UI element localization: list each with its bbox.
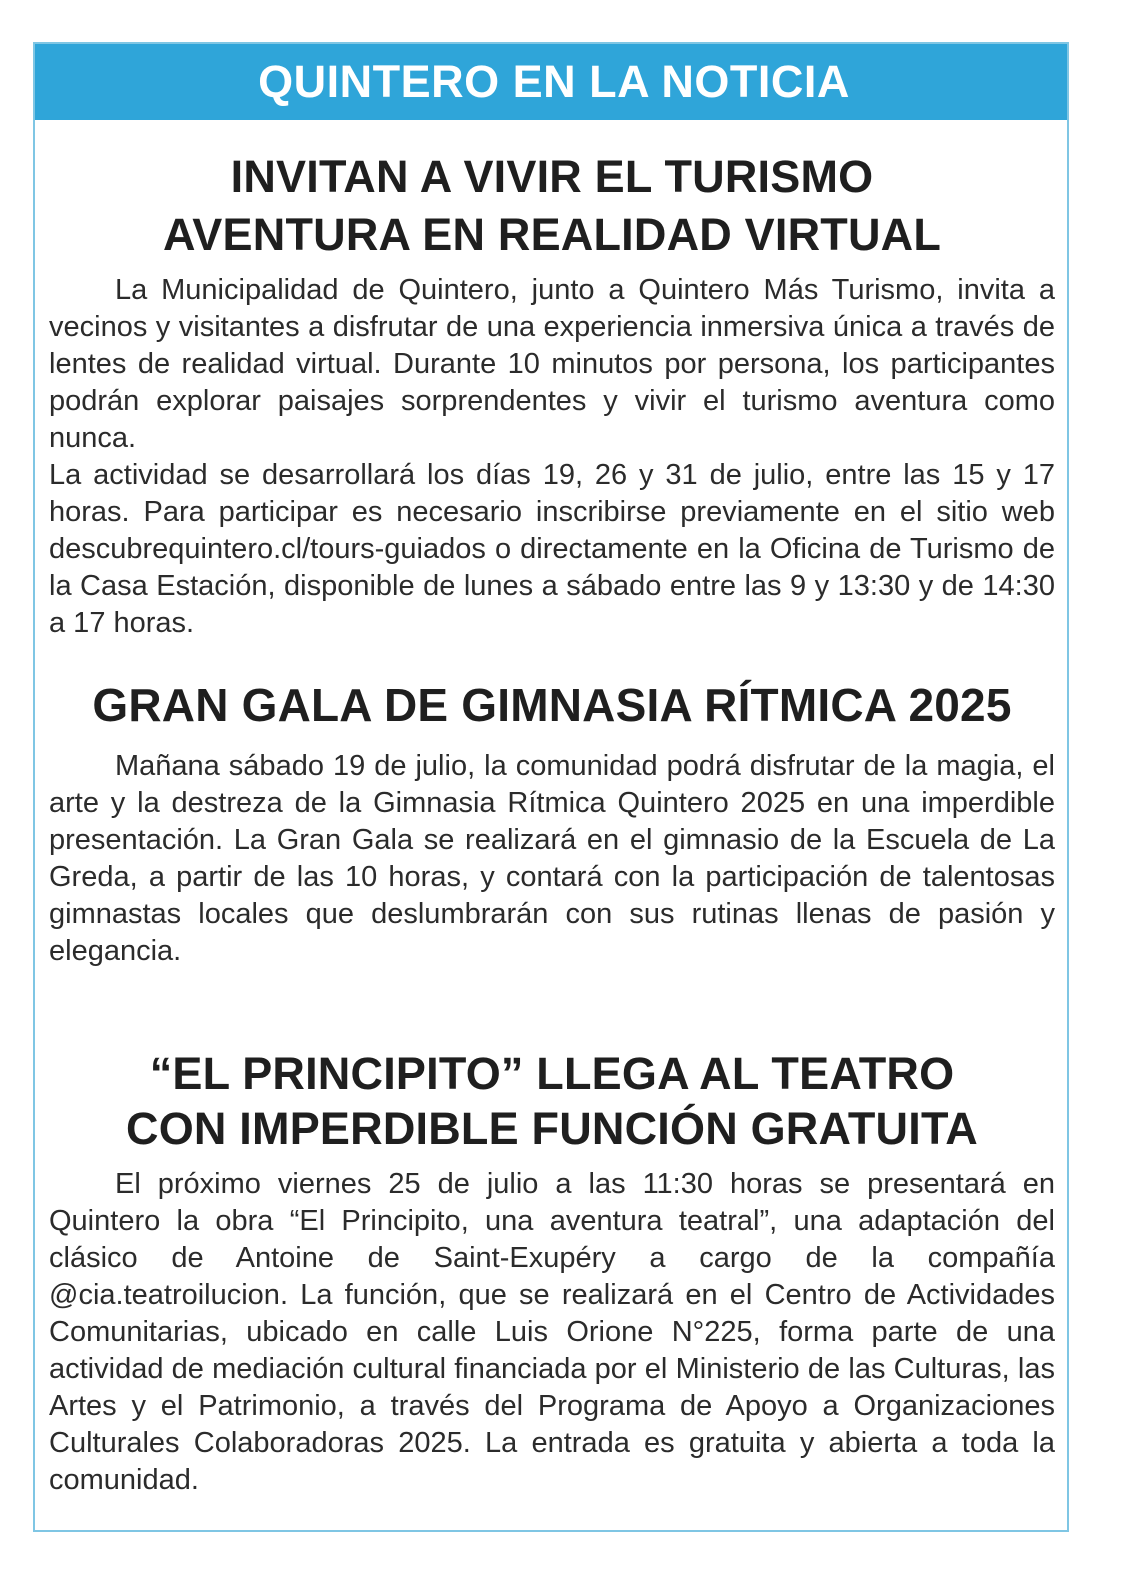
article-paragraph: Mañana sábado 19 de julio, la comunidad podrá disfrutar de la magia, el arte y la destreza de la Gimnasia Rítmica Quintero 2025 en una imperdible presentación. La Gran Gala se realizará en el gimnasio de la Escuela de La Greda, a partir de las 10 horas, y contará con la participación de talentosas gimnastas locales que deslumbrarán con sus rutinas llenas de pasión y elegancia. <box>49 750 1055 967</box>
section-banner <box>35 44 1067 120</box>
article-headline <box>49 148 1055 264</box>
headline-line-1: INVITAN A VIVIR EL TURISMO <box>230 151 874 202</box>
article-el-principito-theatre <box>49 1046 1055 1499</box>
headline-line-2: AVENTURA EN REALIDAD VIRTUAL <box>162 209 942 260</box>
article-paragraph: El próximo viernes 25 de julio a las 11:30 horas se presentará en Quintero la obra “El Principito, una aventura teatral”, una adaptación del clásico de Antoine de Saint-Exupéry a cargo de la compañía @cia.teatroilucion. La función, que se realizará en el Centro de Actividades Comunitarias, ubicado en calle Luis Orione N°225, forma parte de una actividad de mediación cultural financiada por el Ministerio de las Culturas, las Artes y el Patrimonio, a través del Programa de Apoyo a Organizaciones Culturales Colaboradoras 2025. La entrada es gratuita y abierta a toda la comunidad. <box>49 1168 1055 1496</box>
article-headline: GRAN GALA DE GIMNASIA RÍTMICA 2025 <box>92 679 1012 731</box>
headline-line-2: CON IMPERDIBLE FUNCIÓN GRATUITA <box>126 1103 978 1154</box>
news-box <box>33 42 1069 1532</box>
article-paragraph-1: La Municipalidad de Quintero, junto a Quintero Más Turismo, invita a vecinos y visitantes a disfrutar de una experiencia inmersiva única a través de lentes de realidad virtual. Durante 10 minutos por persona, los participantes podrán explorar paisajes sorprendentes y vivir el turismo aventura como nunca. <box>49 274 1055 454</box>
article-virtual-reality-tourism <box>49 148 1055 642</box>
section-title: QUINTERO EN LA NOTICIA <box>258 56 850 107</box>
article-headline <box>49 1046 1055 1156</box>
article-paragraph-2: La actividad se desarrollará los días 19, 26 y 31 de julio, entre las 15 y 17 horas. Para participar es necesario inscribirse previamente en el sitio web descubrequintero.cl/tours-guiados o directamente en la Oficina de Turismo de la Casa Estación, disponible de lunes a sábado entre las 9 y 13:30 y de 14:30 a 17 horas. <box>49 459 1055 639</box>
article-rhythmic-gymnastics-gala <box>49 678 1055 970</box>
headline-line-1: “EL PRINCIPITO” LLEGA AL TEATRO <box>149 1048 955 1099</box>
